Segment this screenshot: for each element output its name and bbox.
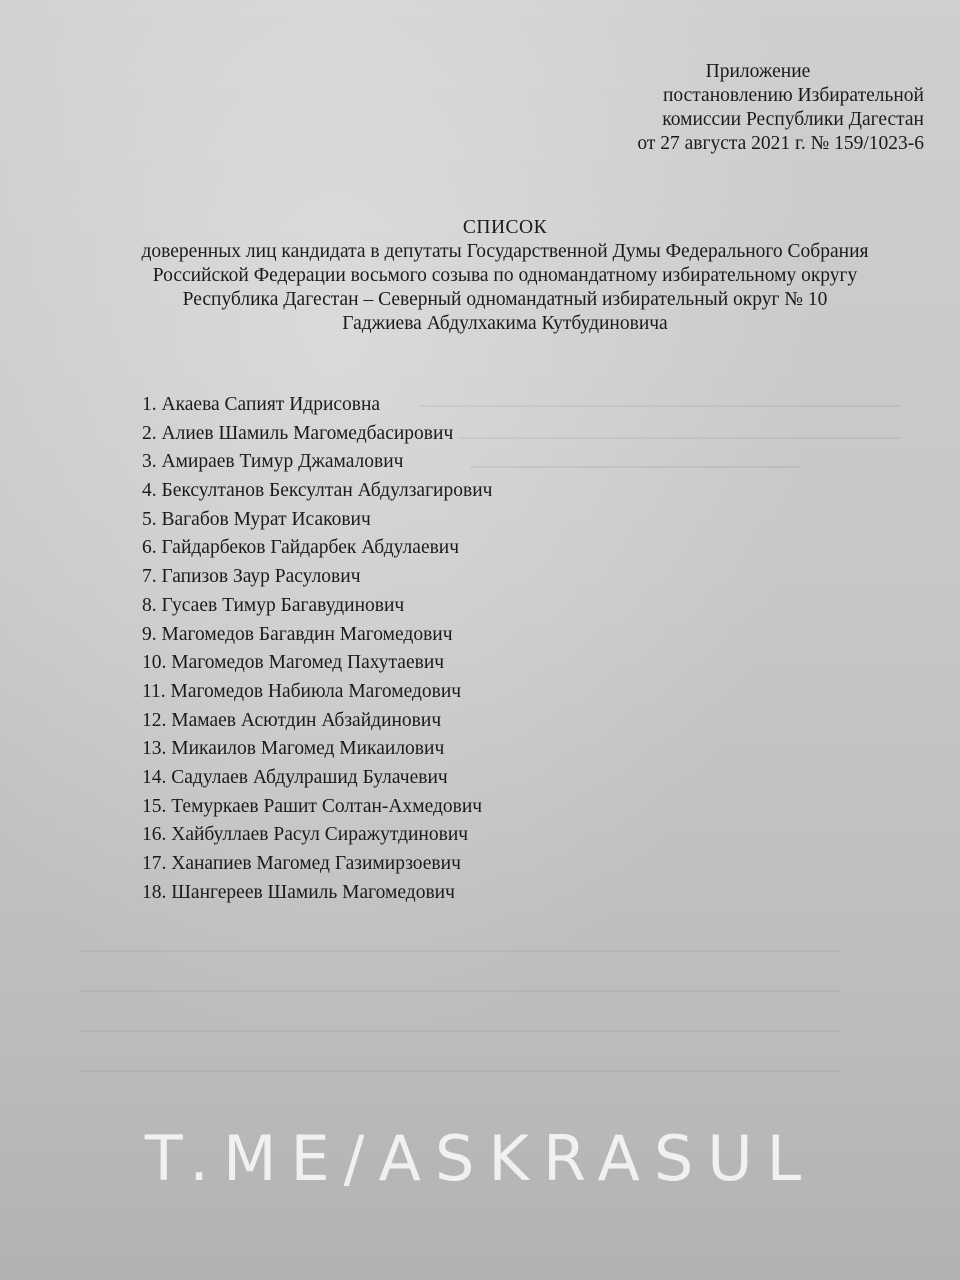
appendix-block	[564, 60, 924, 156]
document-heading	[60, 216, 950, 336]
list-item: 14. Садулаев Абдулрашид Булачевич	[142, 766, 448, 788]
document-title: СПИСОК	[462, 217, 548, 238]
list-item: 16. Хайбуллаев Расул Сиражутдинович	[142, 824, 469, 846]
list-item: 8. Гусаев Тимур Багавудинович	[142, 594, 405, 616]
list-item: 18. Шангереев Шамиль Магомедович	[142, 881, 455, 903]
list-item: 12. Мамаев Асютдин Абзайдинович	[142, 709, 442, 731]
list-item: 7. Гапизов Заур Расулович	[142, 566, 361, 588]
list-item: 17. Ханапиев Магомед Газимирзоевич	[142, 853, 461, 874]
heading-line: доверенных лиц кандидата в депутаты Государственной Думы Федерального Собрания	[141, 241, 869, 262]
list-item: 5. Вагабов Мурат Исакович	[142, 508, 371, 530]
watermark: T.ME/ASKRASUL	[144, 1122, 816, 1195]
appendix-line: комиссии Республики Дагестан	[662, 109, 924, 130]
list-item: 6. Гайдарбеков Гайдарбек Абдулаевич	[142, 537, 460, 559]
bleed-through-line	[470, 466, 800, 468]
list-item: 2. Алиев Шамиль Магомедбасирович	[142, 422, 454, 444]
list-item: 3. Амираев Тимур Джамалович	[142, 451, 404, 473]
appendix-line: от 27 августа 2021 г. № 159/1023-6	[637, 133, 924, 154]
list-item: 13. Микаилов Магомед Микаилович	[142, 738, 445, 760]
bleed-through-line	[80, 1030, 840, 1032]
bleed-through-line	[80, 1070, 840, 1072]
list-item: 11. Магомедов Набиюла Магомедович	[142, 680, 462, 702]
appendix-line: Приложение	[705, 61, 811, 82]
bleed-through-line	[80, 990, 840, 992]
list-item: 15. Темуркаев Рашит Солтан-Ахмедович	[142, 795, 483, 817]
bleed-through-line	[460, 437, 900, 439]
list-item: 9. Магомедов Багавдин Магомедович	[142, 623, 453, 645]
heading-line: Российской Федерации восьмого созыва по одномандатному избирательному округу	[152, 265, 858, 286]
bleed-through-line	[80, 950, 840, 952]
heading-line: Республика Дагестан – Северный одномандатный избирательный округ № 10	[182, 289, 828, 310]
heading-line: Гаджиева Абдулхакима Кутбудиновича	[342, 313, 668, 334]
appendix-line: постановлению Избирательной	[662, 85, 924, 106]
list-item: 1. Акаева Сапият Идрисовна	[142, 394, 381, 415]
list-item: 10. Магомедов Магомед Пахутаевич	[142, 652, 445, 674]
list-item: 4. Бексултанов Бексултан Абдулзагирович	[142, 480, 493, 502]
trustee-list	[142, 391, 492, 907]
